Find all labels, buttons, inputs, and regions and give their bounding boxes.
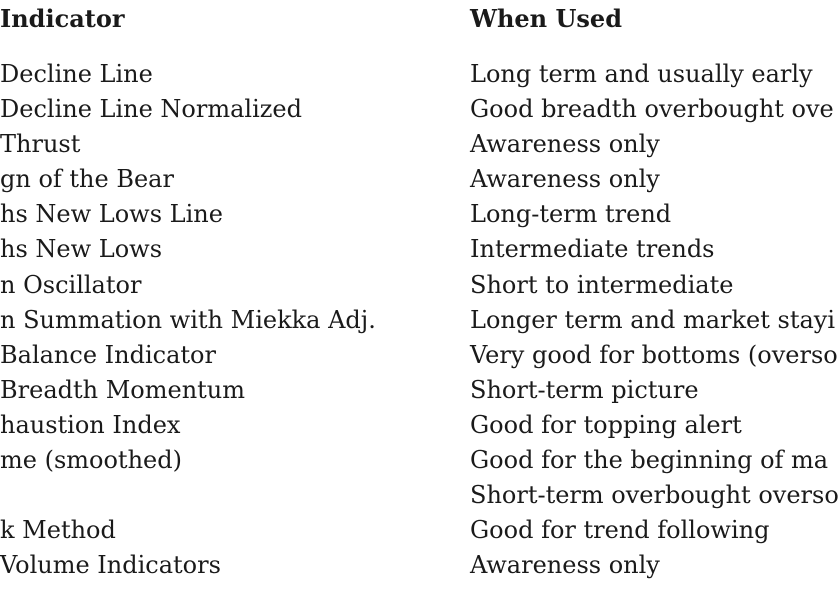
indicator-cell: me (smoothed) <box>0 446 182 475</box>
when-used-header: When Used <box>470 4 622 33</box>
when-used-cell: Long term and usually early <box>470 60 813 88</box>
indicator-cell: k Method <box>0 516 116 545</box>
indicator-cell: Volume Indicators <box>0 551 221 580</box>
when-used-cell: Very good for bottoms (overso <box>470 340 838 369</box>
when-used-cell: Short-term overbought overso <box>470 481 839 510</box>
when-used-cell: Awareness only <box>470 551 660 580</box>
indicator-cell: Balance Indicator <box>0 340 216 369</box>
indicator-cell: Decline Line <box>0 60 153 88</box>
when-used-cell: Good for the beginning of ma <box>470 446 829 475</box>
indicator-list <box>0 57 376 583</box>
indicator-cell: Decline Line Normalized <box>0 95 302 124</box>
when-used-cell: Long-term trend <box>470 200 672 229</box>
indicator-header: Indicator <box>0 4 125 33</box>
when-used-cell: Intermediate trends <box>470 235 715 264</box>
indicator-cell: gn of the Bear <box>0 165 174 194</box>
when-used-cell: Awareness only <box>470 165 660 194</box>
when-used-cell: Longer term and market stayi <box>470 305 836 334</box>
when-used-list <box>470 57 839 583</box>
when-used-cell: Good for trend following <box>470 516 770 545</box>
indicator-cell: hs New Lows <box>0 235 163 264</box>
when-used-cell: Short to intermediate <box>470 270 734 299</box>
indicator-cell: n Summation with Miekka Adj. <box>0 305 376 334</box>
indicator-cell: Breadth Momentum <box>0 375 246 404</box>
indicator-cell: n Oscillator <box>0 270 142 299</box>
when-used-column <box>470 0 839 600</box>
indicator-cell: haustion Index <box>0 410 181 439</box>
indicator-cell: Thrust <box>0 130 81 159</box>
when-used-cell: Short-term picture <box>470 375 699 404</box>
when-used-cell: Awareness only <box>470 130 660 159</box>
indicator-cell <box>0 478 376 513</box>
indicator-cell: hs New Lows Line <box>0 200 223 229</box>
when-used-cell: Good breadth overbought ove <box>470 95 834 124</box>
when-used-cell: Good for topping alert <box>470 410 742 439</box>
